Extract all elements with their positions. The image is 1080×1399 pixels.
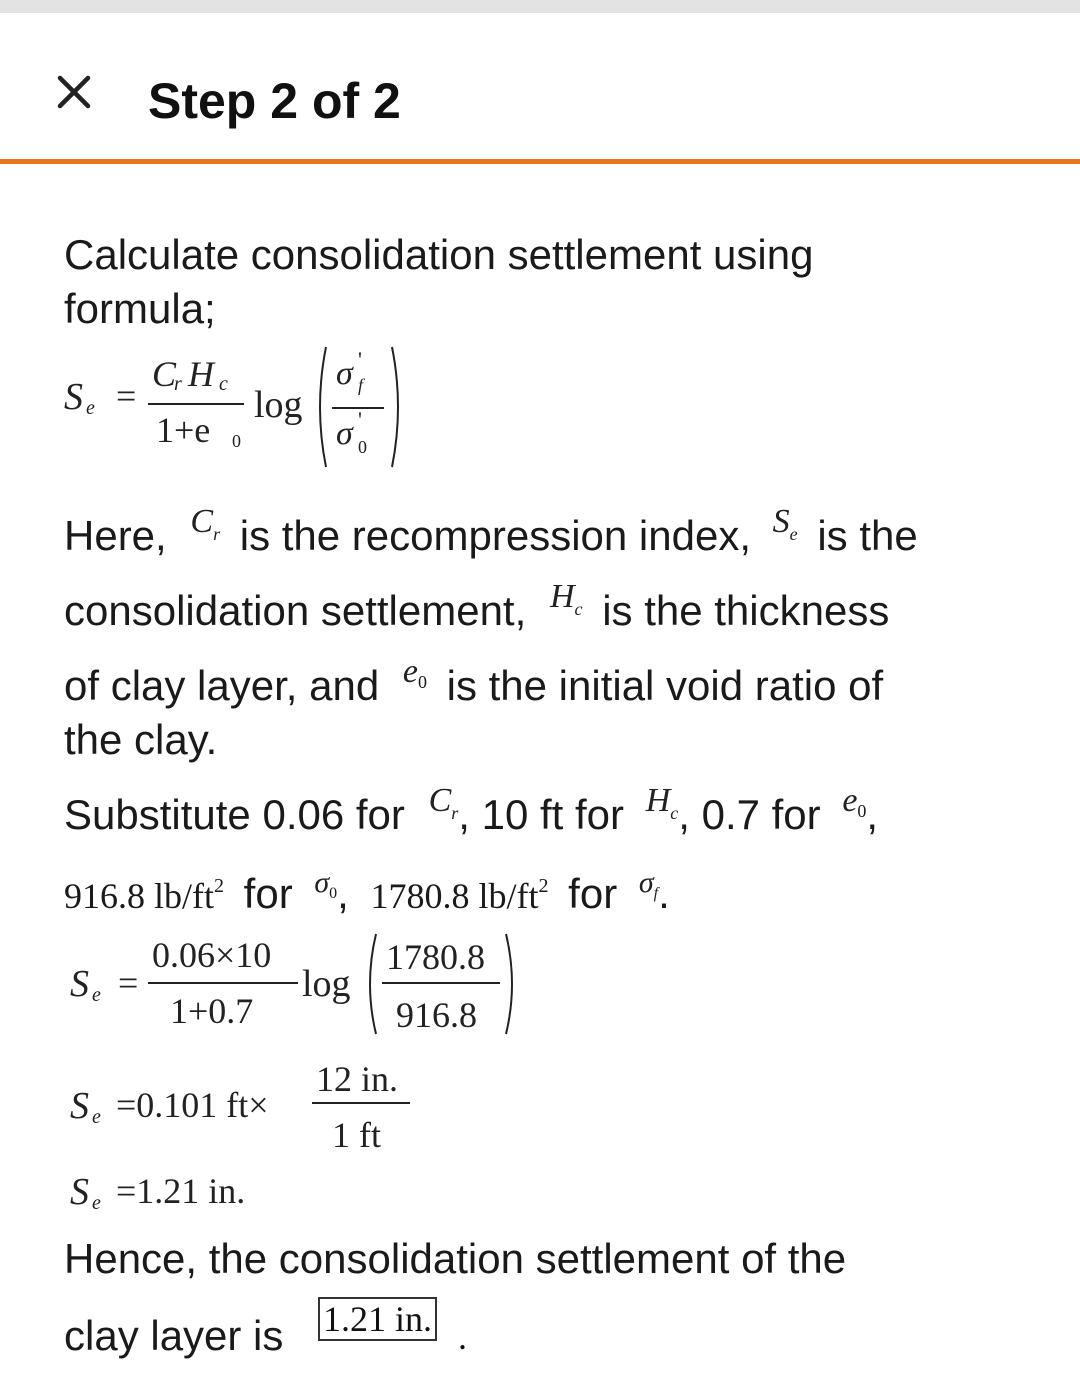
here-line4: the clay. <box>64 716 218 763</box>
substitute-text-5: for <box>243 870 293 917</box>
sub-var-cr: C <box>428 782 452 819</box>
calc1-log: log <box>302 963 351 1005</box>
formula-den: 1+e <box>156 410 211 450</box>
calc3-lhs: S <box>70 1171 89 1213</box>
calc3-lhs-sub: e <box>92 1192 101 1214</box>
formula-left-paren <box>312 345 328 469</box>
calc2-den: 1 ft <box>332 1115 381 1155</box>
here-text-3: is the <box>817 512 918 559</box>
here-text-1: Here, <box>64 512 167 559</box>
var-cr-sub: r <box>213 524 221 544</box>
value-sigmaf-sup: 2 <box>538 875 549 897</box>
sub-sigma0-sub: 0 <box>329 885 338 902</box>
formula-sigma-f-sub: f <box>358 375 364 395</box>
here-line1 <box>64 503 918 570</box>
calc1-fraction-bar-2 <box>382 982 500 984</box>
formula-num-h: H <box>188 354 214 394</box>
var-e0: e <box>402 653 418 690</box>
step-title: Step 2 of 2 <box>148 73 401 129</box>
here-text-5: is the thickness <box>602 587 890 634</box>
calc2-fraction-bar <box>312 1102 410 1104</box>
calc2-num: 12 in. <box>316 1059 399 1099</box>
header-divider <box>0 159 1080 164</box>
formula-log: log <box>254 384 303 426</box>
calc-step-3 <box>64 1166 364 1226</box>
calc1-left-paren <box>362 932 378 1036</box>
substitute-line1 <box>64 782 879 849</box>
sub-sigmaf: σ <box>638 866 654 899</box>
substitute-text-1: Substitute 0.06 for <box>64 791 405 838</box>
here-text-2: is the recompression index, <box>239 512 751 559</box>
formula-sigma-0-sub: 0 <box>358 437 367 457</box>
formula-den-sub: 0 <box>232 431 241 451</box>
sub-sigmaf-sub: f <box>653 885 659 902</box>
formula-prime-f: ' <box>358 347 362 372</box>
formula-lhs-sub: e <box>86 397 95 419</box>
sub-var-hc: H <box>645 782 671 819</box>
sub-var-e0-sub: 0 <box>857 801 867 821</box>
var-se: S <box>772 503 790 540</box>
formula-num-sub-c: c <box>219 373 228 395</box>
here-text-4: consolidation settlement, <box>64 587 527 634</box>
value-sigma0: 916.8 lb/ft <box>64 876 214 916</box>
substitute-text-8: . <box>658 870 670 917</box>
calc1-num2: 1780.8 <box>386 937 485 977</box>
var-cr: C <box>190 503 214 540</box>
sub-var-e0: e <box>842 782 858 819</box>
calc1-equals: = <box>118 963 139 1003</box>
formula-sigma-f: σ <box>336 355 353 392</box>
substitute-text-6: , <box>337 870 349 917</box>
here-line2 <box>64 578 890 645</box>
calc1-den2: 916.8 <box>396 995 477 1035</box>
formula-num-c: C <box>152 354 177 394</box>
here-text-7: is the initial void ratio of <box>446 662 884 709</box>
formula-prime-0: ' <box>358 407 362 432</box>
intro-text-line1: Calculate consolidation settlement using <box>64 231 814 278</box>
conclusion-line2 <box>64 1310 283 1362</box>
sub-var-cr-sub: r <box>451 803 459 823</box>
substitute-text-4: , <box>866 791 879 838</box>
final-period: . <box>458 1317 467 1357</box>
close-button[interactable] <box>50 68 98 116</box>
calc2-lhs-sub: e <box>92 1106 101 1128</box>
top-status-strip <box>0 0 1080 13</box>
var-hc-sub: c <box>574 599 583 619</box>
settlement-formula <box>64 345 424 475</box>
calc1-lhs: S <box>70 963 89 1005</box>
sub-sigma0: σ <box>314 866 330 899</box>
substitute-line2 <box>64 868 670 930</box>
calc-step-2 <box>64 1058 464 1158</box>
var-hc: H <box>549 578 575 615</box>
calc2-expr: =0.101 ft× <box>116 1085 269 1125</box>
substitute-text-7: for <box>568 870 618 917</box>
calc1-fraction-bar <box>148 982 298 984</box>
intro-text-line2: formula; <box>64 285 216 332</box>
var-e0-sub: 0 <box>417 672 427 692</box>
substitute-text-3: , 0.7 for <box>678 791 821 838</box>
formula-right-paren <box>390 345 406 469</box>
here-line3 <box>64 653 884 720</box>
answer-box: 1.21 in. <box>318 1297 437 1341</box>
formula-num-sub-r: r <box>174 373 182 395</box>
step-header <box>0 13 1080 161</box>
value-sigmaf: 1780.8 lb/ft <box>370 876 539 916</box>
close-icon <box>50 68 98 116</box>
conclusion-text: clay layer is <box>64 1312 284 1359</box>
calc-step-1 <box>64 932 544 1042</box>
conclusion-line1: Hence, the consolidation settlement of the <box>64 1235 847 1282</box>
calc1-lhs-sub: e <box>92 984 101 1006</box>
formula-equals: = <box>116 376 137 416</box>
substitute-text-2: , 10 ft for <box>458 791 625 838</box>
var-se-sub: e <box>789 524 798 544</box>
calc1-den: 1+0.7 <box>170 991 254 1031</box>
calc2-lhs: S <box>70 1085 89 1127</box>
formula-sigma-0: σ <box>336 415 353 452</box>
calc3-expr: =1.21 in. <box>116 1171 246 1211</box>
calc1-num: 0.06×10 <box>152 935 272 975</box>
formula-fraction-bar <box>148 403 244 405</box>
here-text-6: of clay layer, and <box>64 662 380 709</box>
sub-var-hc-sub: c <box>670 803 679 823</box>
calc1-right-paren <box>504 932 520 1036</box>
value-sigma0-sup: 2 <box>214 875 224 897</box>
formula-lhs: S <box>64 376 83 418</box>
